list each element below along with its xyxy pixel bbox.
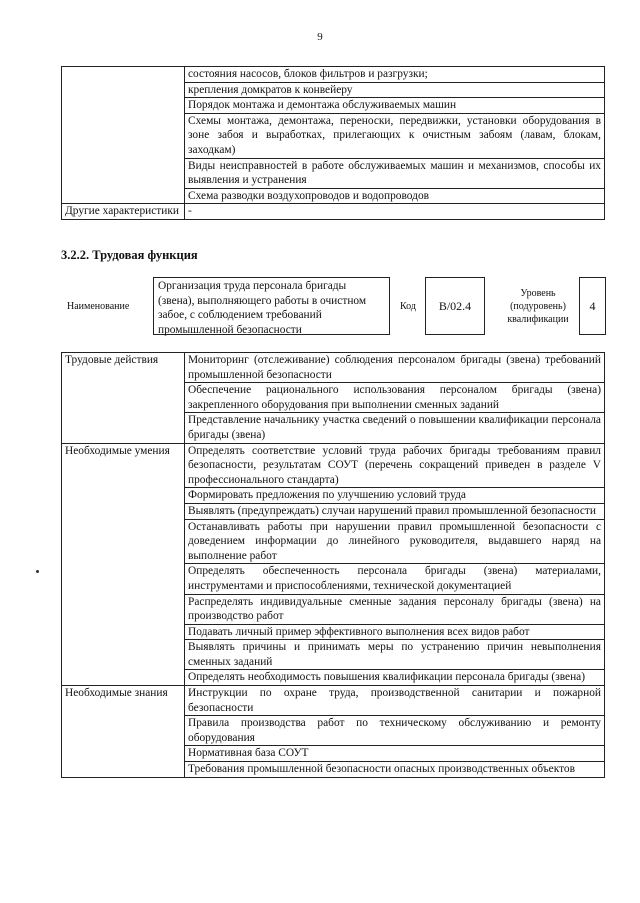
row-item-text: Требования промышленной безопасности опасных производственных объектов [185,762,605,778]
row-item-text: Определять соответствие условий труда рабочих бригады требованиям правил безопасности, результатам СОУТ (перечень сокращений приведен в разделе V профессионального стандарта) [185,443,605,488]
row-item-text: Выявлять причины и принимать меры по устранению причин невыполнения сменных заданий [185,640,605,670]
row-item-text: Распределять индивидуальные сменные задания персоналу бригады (звена) на производство работ [185,594,605,624]
function-code-box: B/02.4 [425,277,485,335]
labor-function-table [61,352,605,778]
row-item-text: Схемы монтажа, демонтажа, переноски, передвижки, установки оборудования в зоне забоя и выработках, прилегающих к очистным забоям (лавам, блокам, заходкам) [185,113,605,158]
name-label: Наименование [67,301,130,312]
row-item-text: крепления домкратов к конвейеру [185,82,605,98]
row-item-text: Подавать личный пример эффективного выполнения всех видов работ [185,624,605,640]
row-item-text: Обеспечение рационального использования персоналом бригады (звена) закрепленного оборудования при выполнении сменных заданий [185,383,605,413]
row-category-label: Необходимые умения [62,443,185,686]
table-row [62,443,605,488]
table-row [62,353,605,383]
row-item-text: Правила производства работ по техническому обслуживанию и ремонту оборудования [185,716,605,746]
row-item-text: Мониторинг (отслеживание) соблюдения персоналом бригады (звена) требований промышленной безопасности [185,353,605,383]
row-item-text: Схема разводки воздухопроводов и водопроводов [185,188,605,204]
table-row [62,204,605,220]
row-item-text: Останавливать работы при нарушении правил промышленной безопасности с доведением информации до линейного руководителя, выдавшего наряд на выполнение работ [185,519,605,564]
row-item-text: - [185,204,605,220]
function-header [61,277,606,337]
stray-mark [36,570,39,573]
function-name-box: Организация труда персонала бригады (звена), выполняющего работы в очистном забое, с соблюдением требований промышленной безопасности [153,277,390,335]
table-row [62,686,605,716]
row-category-label [62,67,185,204]
row-item-text: Нормативная база СОУТ [185,746,605,762]
row-item-text: Виды неисправностей в работе обслуживаемых машин и механизмов, способы их выявления и устранения [185,158,605,188]
row-item-text: Представление начальнику участка сведений о повышении квалификации персонала бригады (звена) [185,413,605,443]
qualification-level-box: 4 [579,277,606,335]
row-category-label: Трудовые действия [62,353,185,444]
row-item-text: Определять обеспеченность персонала бригады (звена) материалами, инструментами и приспособлениями, технической документацией [185,564,605,594]
row-item-text: Порядок монтажа и демонтажа обслуживаемых машин [185,98,605,114]
row-item-text: Формировать предложения по улучшению условий труда [185,488,605,504]
row-item-text: состояния насосов, блоков фильтров и разгрузки; [185,67,605,83]
row-item-text: Инструкции по охране труда, производственной санитарии и пожарной безопасности [185,686,605,716]
row-item-text: Выявлять (предупреждать) случаи нарушений правил промышленной безопасности [185,503,605,519]
page-number: 9 [317,31,323,43]
row-category-label: Другие характеристики [62,204,185,220]
requirements-table-continued [61,66,605,220]
row-category-label: Необходимые знания [62,686,185,778]
code-label: Код [400,301,416,312]
table-row [62,67,605,83]
level-label: Уровень (подуровень) квалификации [507,288,569,325]
section-title: 3.2.2. Трудовая функция [61,248,198,262]
row-item-text: Определять необходимость повышения квалификации персонала бригады (звена) [185,670,605,686]
